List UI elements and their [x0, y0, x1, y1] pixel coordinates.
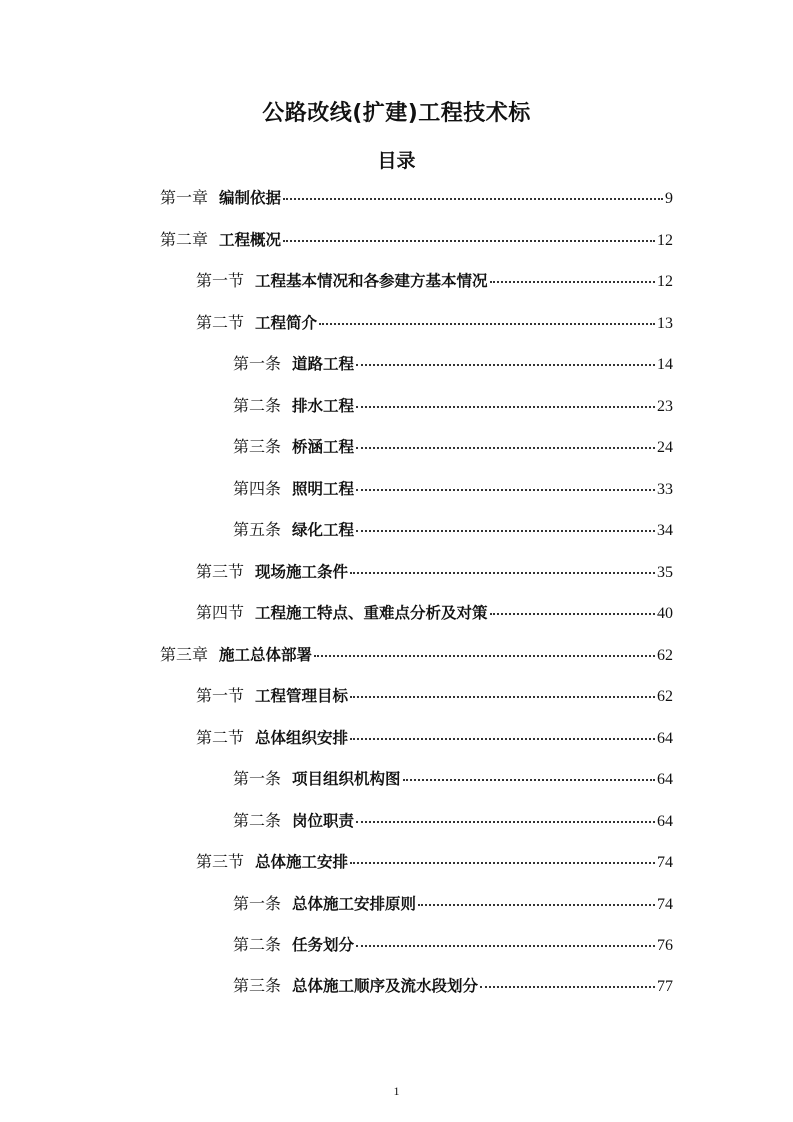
toc-dot-leader — [350, 695, 655, 698]
toc-entry-number: 第一条 — [233, 354, 282, 373]
toc-entry-page: 74 — [657, 896, 673, 913]
toc-entry-title: 总体施工安排 — [255, 853, 349, 871]
toc-entry-page: 62 — [657, 688, 673, 705]
toc-dot-leader — [283, 197, 663, 200]
toc-entry[interactable] — [196, 600, 673, 624]
toc-entry-page: 74 — [657, 854, 673, 871]
toc-entry-title: 桥涵工程 — [292, 438, 355, 456]
toc-entry[interactable] — [196, 849, 673, 873]
toc-entry-title: 总体组织安排 — [255, 729, 349, 747]
toc-entry-title: 总体施工安排原则 — [292, 895, 417, 913]
toc-entry[interactable] — [233, 393, 673, 417]
toc-entry[interactable] — [160, 642, 673, 666]
toc-entry-page: 34 — [657, 522, 673, 539]
toc-entry-page: 33 — [657, 481, 673, 498]
toc-entry-page: 14 — [657, 356, 673, 373]
toc-entry-title: 施工总体部署 — [219, 646, 313, 664]
toc-dot-leader — [283, 239, 655, 242]
toc-entry[interactable] — [233, 434, 673, 458]
toc-entry-page: 35 — [657, 564, 673, 581]
toc-dot-leader — [356, 529, 655, 532]
toc-entry[interactable] — [196, 725, 673, 749]
toc-entry-number: 第二章 — [160, 230, 209, 249]
toc-entry[interactable] — [196, 310, 673, 334]
toc-entry-page: 12 — [657, 273, 673, 290]
document-title: 公路改线(扩建)工程技术标 — [262, 101, 531, 126]
toc-entry-number: 第三条 — [233, 976, 282, 995]
toc-dot-leader — [350, 861, 655, 864]
toc-entry-page: 23 — [657, 398, 673, 415]
toc-entry-title: 工程管理目标 — [255, 687, 349, 705]
toc-entry-title: 工程概况 — [219, 231, 282, 249]
toc-dot-leader — [490, 612, 655, 615]
toc-entry-page: 9 — [665, 190, 673, 207]
toc-entry-title: 排水工程 — [292, 397, 355, 415]
toc-dot-leader — [319, 322, 655, 325]
toc-dot-leader — [418, 903, 655, 906]
toc-entry-number: 第三节 — [196, 852, 245, 871]
toc-entry-title: 总体施工顺序及流水段划分 — [292, 977, 479, 995]
toc-entry-number: 第三节 — [196, 562, 245, 581]
toc-entry[interactable] — [233, 351, 673, 375]
toc-entry-number: 第二条 — [233, 935, 282, 954]
toc-entry-number: 第二节 — [196, 313, 245, 332]
toc-entry-number: 第二条 — [233, 396, 282, 415]
toc-entry-title: 岗位职责 — [292, 812, 355, 830]
toc-entry-number: 第四条 — [233, 479, 282, 498]
toc-entry-number: 第三条 — [233, 437, 282, 456]
toc-entry-title: 任务划分 — [292, 936, 355, 954]
toc-entry-number: 第一节 — [196, 271, 245, 290]
toc-entry[interactable] — [233, 476, 673, 500]
toc-entry-number: 第二节 — [196, 728, 245, 747]
toc-entry[interactable] — [196, 559, 673, 583]
toc-entry-title: 工程简介 — [255, 314, 318, 332]
toc-entry[interactable] — [196, 683, 673, 707]
toc-entry[interactable] — [196, 268, 673, 292]
toc-entry-page: 76 — [657, 937, 673, 954]
toc-entry[interactable] — [233, 766, 673, 790]
toc-dot-leader — [350, 737, 655, 740]
toc-entry-number: 第五条 — [233, 520, 282, 539]
toc-entry-title: 道路工程 — [292, 355, 355, 373]
toc-dot-leader — [356, 820, 655, 823]
toc-dot-leader — [403, 778, 655, 781]
toc-entry-number: 第三章 — [160, 645, 209, 664]
page-number: 1 — [393, 1084, 400, 1098]
toc-entry-number: 第四节 — [196, 603, 245, 622]
toc-dot-leader — [314, 654, 655, 657]
toc-dot-leader — [356, 446, 655, 449]
toc-entry-title: 照明工程 — [292, 480, 355, 498]
toc-dot-leader — [356, 405, 655, 408]
toc-heading: 目录 — [377, 150, 416, 172]
toc-entry-title: 现场施工条件 — [255, 563, 349, 581]
toc-entry[interactable] — [233, 932, 673, 956]
toc-entry-page: 24 — [657, 439, 673, 456]
toc-entry-page: 13 — [657, 315, 673, 332]
toc-entry[interactable] — [233, 808, 673, 832]
toc-dot-leader — [356, 363, 655, 366]
toc-entry-number: 第一条 — [233, 894, 282, 913]
toc-entry-page: 64 — [657, 730, 673, 747]
toc-entry[interactable] — [233, 973, 673, 997]
toc-entry-number: 第一章 — [160, 188, 209, 207]
toc-entry-page: 12 — [657, 232, 673, 249]
toc-dot-leader — [356, 944, 655, 947]
toc-entry[interactable] — [160, 185, 673, 209]
toc-entry-number: 第一节 — [196, 686, 245, 705]
toc-dot-leader — [356, 488, 655, 491]
toc-dot-leader — [480, 985, 655, 988]
toc-entry-title: 工程基本情况和各参建方基本情况 — [255, 272, 488, 290]
toc-entry-page: 40 — [657, 605, 673, 622]
toc-entry[interactable] — [233, 517, 673, 541]
toc-entry-page: 64 — [657, 813, 673, 830]
toc-entry-title: 绿化工程 — [292, 521, 355, 539]
toc-entry-title: 项目组织机构图 — [292, 770, 401, 788]
toc-entry-number: 第二条 — [233, 811, 282, 830]
toc-entry-page: 62 — [657, 647, 673, 664]
toc-dot-leader — [490, 280, 655, 283]
toc-entry-title: 编制依据 — [219, 189, 282, 207]
toc-entry-title: 工程施工特点、重难点分析及对策 — [255, 604, 488, 622]
toc-entry-number: 第一条 — [233, 769, 282, 788]
toc-entry[interactable] — [233, 891, 673, 915]
toc-dot-leader — [350, 571, 655, 574]
toc-entry[interactable] — [160, 227, 673, 251]
toc-entry-page: 64 — [657, 771, 673, 788]
toc-entry-page: 77 — [657, 978, 673, 995]
